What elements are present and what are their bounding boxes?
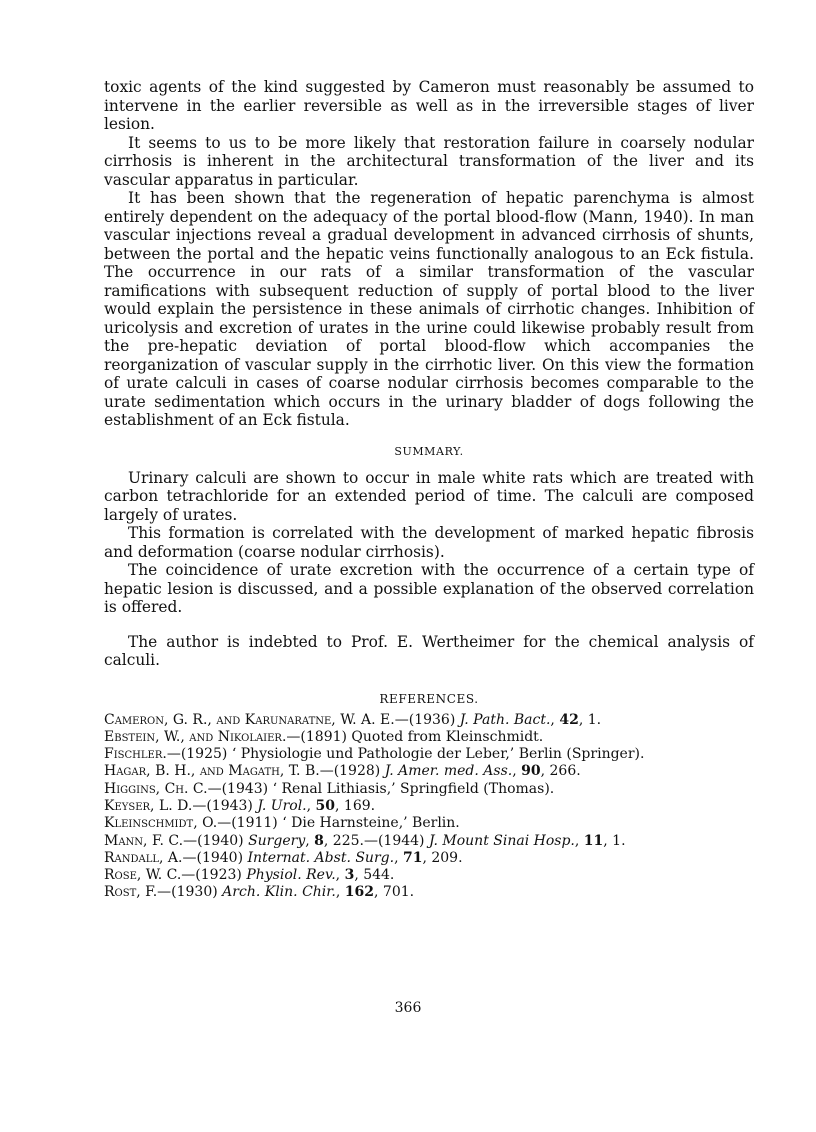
reference-authors: Higgins, Ch. C. <box>104 780 208 797</box>
reference-text: , <box>305 832 315 849</box>
reference-volume: 11 <box>583 832 604 849</box>
reference-authors: Rose, W. C. <box>104 867 182 884</box>
reference-list <box>104 712 754 902</box>
reference-text: , 1. <box>578 711 602 728</box>
reference-authors: Ebstein, W., and Nikolaier. <box>104 728 287 745</box>
reference-text: —(1891) Quoted from Kleinschmidt. <box>286 728 544 745</box>
reference-entry <box>104 781 754 798</box>
reference-entry <box>104 815 754 832</box>
reference-entry <box>104 798 754 815</box>
reference-entry <box>104 763 754 780</box>
summary-paragraph: Urinary calculi are shown to occur in male white rats which are treated with carbon tetrachloride for an extended period of time. The calculi are composed largely of urates. <box>104 468 754 524</box>
reference-entry <box>104 833 754 850</box>
reference-text: —(1940) <box>182 849 248 866</box>
reference-text: , 544. <box>354 867 395 884</box>
reference-entry <box>104 850 754 867</box>
summary-paragraph: The coincidence of urate excretion with the occurrence of a certain type of hepatic lesion is discussed, and a possible explanation of the observed correlation is offered. <box>104 561 754 616</box>
reference-authors: Hagar, B. H., and Magath, T. B. <box>104 763 320 780</box>
reference-volume: 50 <box>315 797 336 814</box>
summary-paragraph: This formation is correlated with the development of marked hepatic fibrosis and deformation (coarse nodular cirrhosis). <box>104 524 754 561</box>
reference-text: , <box>306 797 316 814</box>
references-heading: REFERENCES. <box>379 691 479 706</box>
body-paragraph: It seems to us to be more likely that restoration failure in coarsely nodular cirrhosis is inherent in the architectural transformation of the liver and its vascular apparatus in particular. <box>104 133 754 189</box>
reference-entry <box>104 867 754 884</box>
reference-authors: Cameron, G. R., and Karunaratne, W. A. E. <box>104 711 395 728</box>
reference-text: , <box>550 711 560 728</box>
acknowledgement: The author is indebted to Prof. E. Wertheimer for the chemical analysis of calculi. <box>104 632 754 669</box>
reference-journal: Internat. Abst. Surg. <box>247 849 395 866</box>
reference-text: , 169. <box>335 797 376 814</box>
reference-text: —(1925) ‘ Physiologie und Pathologie der Leber,’ Berlin (Springer). <box>166 746 645 763</box>
reference-volume: 90 <box>521 763 541 780</box>
page-number: 366 <box>394 1000 422 1016</box>
page-body <box>104 78 754 902</box>
reference-text: , <box>574 832 584 849</box>
reference-text: —(1943) ‘ Renal Lithiasis,’ Springfield (Thomas). <box>207 780 555 797</box>
reference-entry <box>104 712 754 729</box>
reference-text: , 225.—(1944) <box>323 832 429 849</box>
reference-text: , 1. <box>603 832 626 849</box>
reference-journal: Physiol. Rev. <box>246 867 336 884</box>
reference-text: —(1923) <box>181 867 247 884</box>
reference-text: —(1940) <box>183 832 249 849</box>
summary-section <box>104 469 754 670</box>
reference-journal: J. Amer. med. Ass. <box>384 763 513 780</box>
reference-journal: Surgery <box>248 832 306 849</box>
reference-authors: Mann, F. C. <box>104 832 184 849</box>
summary-heading: SUMMARY. <box>394 444 464 458</box>
reference-volume: 42 <box>559 711 579 728</box>
reference-authors: Keyser, L. D. <box>104 797 193 814</box>
reference-journal: Arch. Klin. Chir. <box>222 884 336 901</box>
reference-authors: Fischler. <box>104 746 167 763</box>
reference-text: , <box>394 849 403 866</box>
reference-entry <box>104 884 754 901</box>
reference-journal: J. Mount Sinai Hosp. <box>428 832 575 849</box>
reference-text: , <box>512 763 522 780</box>
reference-journal: J. Path. Bact. <box>459 711 551 728</box>
reference-text: , <box>335 867 345 884</box>
reference-text: —(1943) <box>192 797 258 814</box>
reference-volume: 3 <box>344 867 355 884</box>
reference-entry <box>104 729 754 746</box>
reference-authors: Kleinschmidt, O. <box>104 815 218 832</box>
reference-entry <box>104 746 754 763</box>
reference-text: , 266. <box>540 763 581 780</box>
reference-authors: Randall, A. <box>104 849 183 866</box>
reference-text: —(1936) <box>394 711 460 728</box>
body-paragraph: It has been shown that the regeneration of hepatic parenchyma is almost entirely dependent on the adequacy of the portal blood-flow (Mann, 1940). In man vascular injections reveal a gradual development in advanced cirrhosis of shunts, between the portal and the hepatic veins functionally analogous to an Eck fistula. The occurrence in our rats of a similar transformation of the vascular ramifications with subsequent reduction of supply of portal blood to the liver would explain the persistence in these animals of cirrhotic changes. Inhibition of uricolysis and excretion of urates in the urine could likewise probably result from the pre-hepatic deviation of portal blood-flow which accompanies the reorganization of vascular supply in the cirrhotic liver. On this view the formation of urate calculi in cases of coarse nodular cirrhosis becomes comparable to the urate sedimentation which occurs in the urinary bladder of dogs following the establishment of an Eck fistula. <box>104 189 754 429</box>
reference-authors: Rost, F. <box>104 884 158 901</box>
reference-text: —(1928) <box>319 763 385 780</box>
reference-journal: J. Urol. <box>257 797 307 814</box>
reference-volume: 8 <box>314 832 324 849</box>
reference-text: , 701. <box>374 884 415 901</box>
reference-volume: 71 <box>402 849 423 866</box>
reference-text: —(1911) ‘ Die Harnsteine,’ Berlin. <box>217 815 460 832</box>
reference-text: —(1930) <box>157 884 223 901</box>
reference-volume: 162 <box>344 884 375 901</box>
body-paragraph: toxic agents of the kind suggested by Cameron must reasonably be assumed to intervene in the earlier reversible as well as in the irreversible stages of liver lesion. <box>104 78 754 133</box>
reference-text: , <box>335 884 345 901</box>
reference-text: , 209. <box>422 849 463 866</box>
